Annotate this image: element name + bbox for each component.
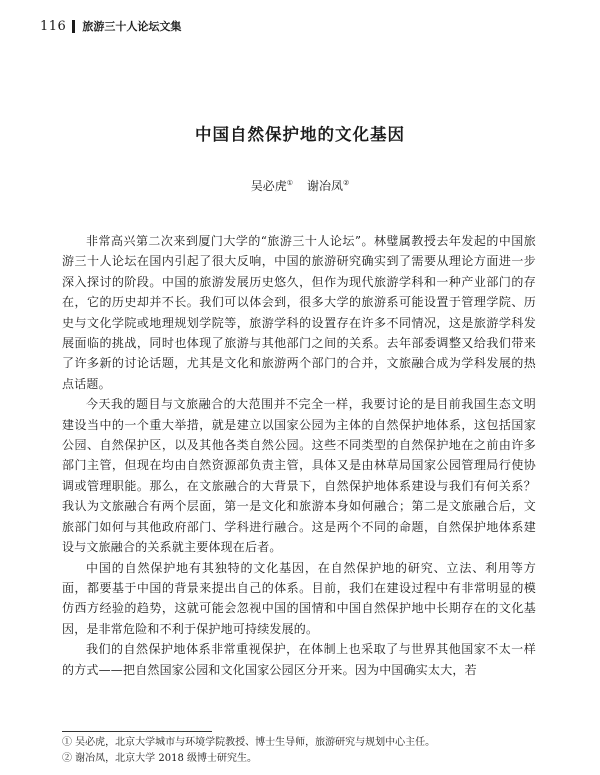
author-name: 吴必虎 — [250, 179, 287, 193]
footnote: ① 吴必虎，北京大学城市与环境学院教授、博士生导师，旅游研究与规划中心主任。 — [62, 737, 436, 748]
footnotes — [62, 735, 536, 767]
author-footnote-mark[interactable]: ① — [286, 179, 293, 187]
footnote: ② 谢冶凤，北京大学 2018 级博士研究生。 — [62, 753, 257, 764]
body-paragraph: 中国的自然保护地有其独特的文化基因，在自然保护地的研究、立法、利用等方面，都要基于中国的背景来提出自己的体系。目前，我们在建设过程中有非常明显的模仿西方经验的趋势，这就可能会忽视中国的国情和中国自然保护地中长期存在的文化基因，是非常危险和不利于保护地可持续发展的。 — [62, 560, 536, 636]
body-paragraph: 今天我的题目与文旅融合的大范围并不完全一样，我要讨论的是目前我国生态文明建设当中的一个重大举措，就是建立以国家公园为主体的自然保护地体系，这包括国家公园、自然保护区，以及其他各类自然公园。这些不同类型的自然保护地在之前由许多部门主管，但现在均由自然资源部负责主管，具体又是由林草局国家公园管理局行使协调或管理职能。那么，在文旅融合的大背景下，自然保护地体系建设与我们有何关系？我认为文旅融合有两个层面，第一是文化和旅游本身如何融合；第二是文旅融合后，文旅部门如何与其他政府部门、学科进行融合。这是两个不同的命题，自然保护地体系建设与文旅融合的关系就主要体现在后者。 — [62, 397, 536, 555]
footnote-divider — [62, 731, 212, 732]
body-paragraph: 我们的自然保护地体系非常重视保护，在体制上也采取了与世界其他国家不太一样的方式——把自然国家公园和文化国家公园区分开来。因为中国确实太大，若 — [62, 642, 536, 677]
body-paragraph: 非常高兴第二次来到厦门大学的“旅游三十人论坛”。林璧属教授去年发起的中国旅游三十人论坛在国内引起了很大反响，中国的旅游研究确实到了需要从理论方面进一步深入探讨的阶段。中国的旅游发展历史悠久，但作为现代旅游学科和一种产业部门的存在，它的历史却并不长。我们可以体会到，很多大学的旅游系可能设置于管理学院、历史与文化学院或地理规划学院等，旅游学科的设置存在许多不同情况，这是旅游学科发展面临的挑战，同时也体现了旅游与其他部门之间的关系。去年部委调整又给我们带来了许多新的讨论话题，尤其是文化和旅游两个部门的合并，文旅融合成为学科发展的热点话题。 — [62, 234, 536, 391]
author-name: 谢冶凤 — [307, 179, 344, 193]
book-title: 旅游三十人论坛文集 — [82, 20, 182, 33]
author-line — [0, 177, 600, 194]
article-body — [62, 231, 536, 680]
header-separator — [72, 20, 75, 33]
article-title: 中国自然保护地的文化基因 — [195, 125, 405, 144]
page-number: 116 — [40, 18, 67, 34]
running-header — [40, 16, 181, 36]
author-footnote-mark[interactable]: ② — [343, 179, 350, 187]
